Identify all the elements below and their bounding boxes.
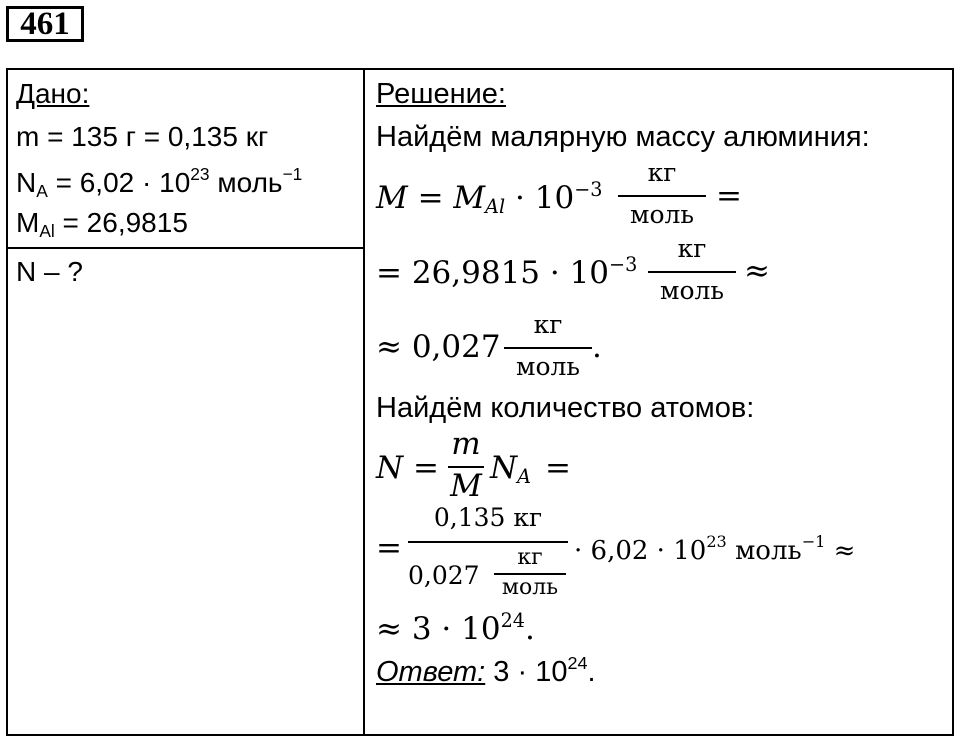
answer-label: Ответ: <box>376 656 486 688</box>
eq1-lhs: $M = M_{Al} \cdot 10^{-3}$ <box>376 178 603 218</box>
eq5-inner-fraction: кг моль <box>494 547 566 607</box>
problem-number: 461 <box>6 6 84 42</box>
solution-heading: Решение: <box>376 78 506 110</box>
table-border-left <box>6 68 8 736</box>
given-avogadro: $N_A = 6,02 \cdot 10^{23}$ моль$^{-1}$ <box>16 164 303 201</box>
find-quantity: N – ? <box>16 256 83 287</box>
given-mass: m = 135 г = 0,135 кг <box>16 121 269 152</box>
eq5-fraction: 0,135 кг 0,027 кг моль <box>408 503 568 607</box>
given-heading: Дано: <box>16 78 90 109</box>
given-molar-mass: $M_{Al} = 26,9815$ <box>16 207 188 241</box>
eq4-lhs: N = <box>376 450 439 486</box>
eq1-fraction: кг моль <box>618 158 706 238</box>
eq1-tail: = <box>716 178 742 214</box>
eq4-rhs: $N_A$ = <box>490 450 571 488</box>
table-border-bottom <box>6 734 954 736</box>
eq3-fraction: кг моль <box>504 310 592 390</box>
answer-line: Ответ: $3 \cdot 10^{24}$. <box>376 653 596 688</box>
step1-text: Найдём малярную массу алюминия: <box>376 121 870 153</box>
column-divider <box>363 68 365 736</box>
eq3-lead: ≈ 0,027 <box>376 329 501 365</box>
eq2-lead: = $26,9815 \cdot 10^{-3}$ <box>376 253 638 291</box>
eq5-rhs: · $6,02 \cdot 10^{23}$ моль$^{-1}$ ≈ <box>574 532 856 566</box>
step2-text: Найдём количество атомов: <box>376 392 755 424</box>
table-border-right <box>952 68 954 736</box>
eq6-result: ≈ $3 \cdot 10^{24}$. <box>376 609 535 647</box>
eq2-tail: ≈ <box>744 253 770 289</box>
table-border-top <box>6 68 954 70</box>
eq3-tail: . <box>592 329 602 365</box>
given-find-divider <box>6 247 365 249</box>
eq2-fraction: кг моль <box>648 234 736 314</box>
eq4-fraction: m M <box>448 428 484 506</box>
eq5-lead: = <box>376 530 402 566</box>
eq5-denominator: 0,027 кг моль <box>408 547 568 607</box>
